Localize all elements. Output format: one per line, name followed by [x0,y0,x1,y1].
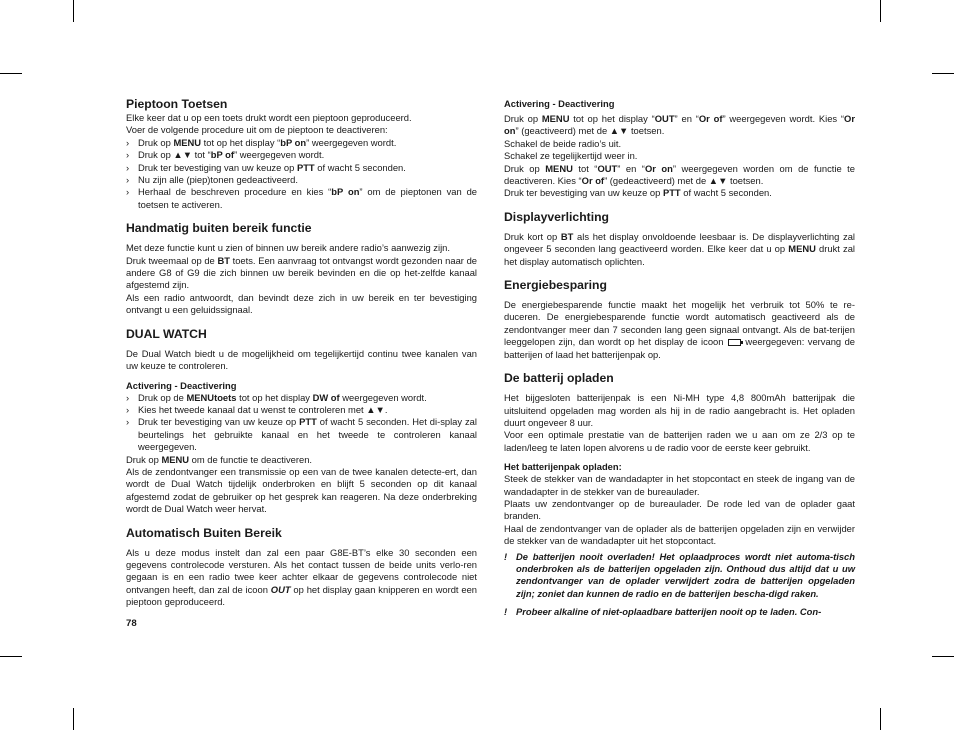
crop-mark [932,656,954,657]
paragraph: Druk op MENU tot “OUT” en “Or on” weergegeven worden om de functie te deactiveren. Kies “Or of” (gedeactiveerd) met de ▲▼ toetsen. [504,162,855,187]
bullet-item: › Herhaal de beschreven procedure en kies “bP on” om de pieptonen van de toetsen te activeren. [126,186,477,211]
paragraph: Druk op MENU om de functie te deactiveren. [126,453,313,465]
paragraph: Haal de zendontvanger van de oplader als de batterijen opgeladen zijn en verwijder de stekker van de wandadapter uit het stopcontact. [504,522,855,547]
paragraph: Als een radio antwoordt, dan bevindt deze zich in uw bereik en ter bevestiging ontvangt u een geluidssignaal. [126,291,477,316]
paragraph: Elke keer dat u op een toets drukt wordt een pieptoon geproduceerd. [126,112,412,123]
paragraph: Steek de stekker van de wandadapter in het stopcontact en steek de ingang van de wandadapter in de stekker van de bureaulader. [504,473,855,497]
paragraph: Druk ter bevestiging van uw keuze op PTT of wacht 5 seconden. [504,187,772,199]
paragraph: Druk op MENU tot op het display “OUT” en “Or of” weergegeven wordt. Kies “Or on” (geactiveerd) met de ▲▼ toetsen. [504,113,855,137]
crop-mark [73,708,74,730]
bullet-item: › Druk ter bevestiging van uw keuze op PTT of wacht 5 seconden. Het di-splay zal beurtelings het gebruikte kanaal en het tweede te controleren kanaal weergegeven. [126,416,477,453]
paragraph: Voer de volgende procedure uit om de pieptoon te deactiveren: [126,124,388,136]
subsection-title: Activering - Deactivering [504,98,615,109]
crop-mark [880,708,881,730]
crop-mark [0,73,22,74]
paragraph: Voor een optimale prestatie van de batterijen raden we u aan om ze 2/3 op te laden/leeg te laten lopen alvorens u de radio voor de eerste keer gebruikt. [504,429,855,453]
paragraph: Plaats uw zendontvanger op de bureaulader. De rode led van de oplader gaat branden. [504,497,855,522]
paragraph: Het bijgesloten batterijenpak is een Ni-MH type 4,8 800mAh batterijpak die uitsluitend opgeladen mag worden als hij in de radio aangebracht is. Het opladen duurt ongeveer 8 uur. [504,392,855,428]
crop-mark [73,0,74,22]
paragraph: Als u deze modus instelt dan zal een paar G8E-BT’s elke 30 seconden een gegevens controlecode versturen. Als het contact tussen de beide units verlo-ren gegaan is en een radio twee keer achter elkaar de gegevens controlecode niet ontvangen heeft, dan zal de icoon OUT op het display gaan knipperen en wordt een pieptoon geproduceerd. [126,546,477,608]
crop-mark [932,73,954,74]
paragraph: De energiebesparende functie maakt het mogelijk het verbruik tot 50% te re-duceren. De energiebesparende functie wordt automatisch geactiveerd als de zendontvanger meer dan 7 seconden lang geen signaal ontvangt. Als de bat-terijen leeggelopen zijn, dan wordt op het display de icoon weergegeven: vervang de batterijen of laad het batterijenpak op. [504,299,856,360]
section-title: De batterij opladen [504,371,614,386]
paragraph: Druk kort op BT als het display onvoldoende leesbaar is. De displayverlichting zal ongeveer 5 seconden lang geactiveerd worden. Elke keer dat u op MENU drukt zal het display automatisch oplichten. [504,230,856,267]
section-title: Automatisch Buiten Bereik [126,525,282,540]
bullet-item: › Druk op ▲▼ tot “bP of” weergegeven wordt. [126,149,477,161]
left-column [126,97,477,609]
paragraph: Met deze functie kunt u zien of binnen uw bereik andere radio’s aanwezig zijn. [126,242,450,254]
subsection-title: Het batterijenpak opladen: [504,461,622,473]
page-number: 78 [126,618,137,629]
right-column [504,97,855,619]
paragraph: Als de zendontvanger een transmissie op een van de twee kanalen detecte-ert, dan wordt de Dual Watch tijdelijk onderbroken en blijft 5 seconden op dit kanaal afgestemd zodat de gebruiker op het gesprek kan reageren. Na deze onderbreking wordt de Dual Watch weer hervat. [126,465,477,515]
bullet-item: › Nu zijn alle (piep)tonen gedeactiveerd. [126,174,477,186]
bullet-item: › Druk ter bevestiging van uw keuze op PTT of wacht 5 seconden. [126,162,477,174]
paragraph: De Dual Watch biedt u de mogelijkheid om tegelijkertijd continu twee kanalen van uw keuze te controleren. [126,347,477,372]
bullet-item: › Kies het tweede kanaal dat u wenst te controleren met ▲▼. [126,404,477,416]
section-title: Handmatig buiten bereik functie [126,221,312,236]
section-title: Energiebesparing [504,278,607,293]
warning-item: ! Probeer alkaline of niet-oplaadbare batterijen nooit op te laden. Con- [504,606,855,618]
paragraph: Schakel ze tegelijkertijd weer in. [504,150,638,162]
paragraph: Schakel de beide radio’s uit. [504,137,622,149]
paragraph: Druk tweemaal op de BT toets. Een aanvraag tot ontvangst wordt gezonden naar de andere G8 of G9 die zich binnen uw bereik bevinden en die op het-zelfde kanaal afgestemd zijn. [126,254,477,291]
section-title: Pieptoon Toetsen [126,97,228,111]
bullet-item: › Druk op MENU tot op het display “bP on” weergegeven wordt. [126,137,477,149]
subsection-title: Activering - Deactivering [126,379,237,391]
section-title: Displayverlichting [504,209,609,224]
crop-mark [880,0,881,22]
bullet-item: › Druk op de MENUtoets tot op het display DW of weergegeven wordt. [126,392,477,404]
crop-mark [0,656,22,657]
section-title: DUAL WATCH [126,326,207,341]
battery-icon [728,339,741,346]
warning-item: ! De batterijen nooit overladen! Het oplaadproces wordt niet automa-tisch onderbroken als de batterijen opgeladen zijn. Onthoud dus altijd dat u uw zendontvanger van de oplader verwijdert zodra de batterijen opgeladen zijn; zoniet dan kunnen de radio en de batterijen bescha-digd raken. [504,551,855,601]
